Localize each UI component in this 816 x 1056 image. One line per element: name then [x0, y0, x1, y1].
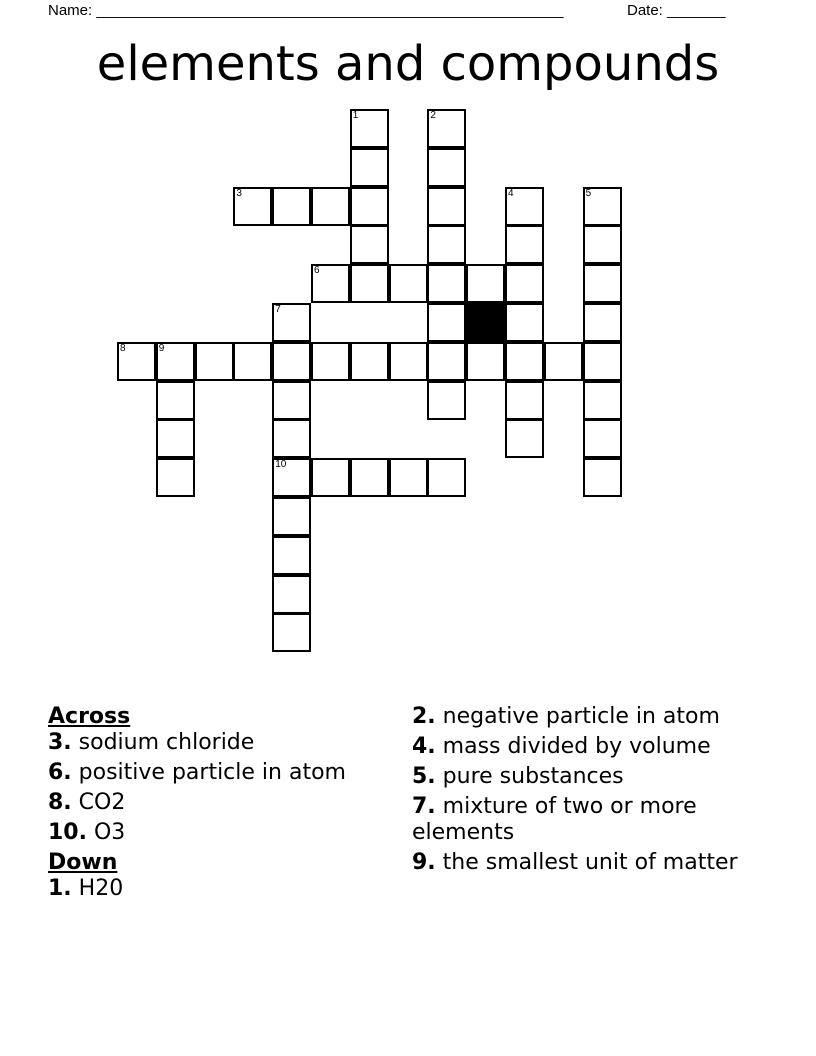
clue-item [412, 850, 752, 876]
grid-cell[interactable] [427, 458, 466, 497]
clue-item [412, 704, 752, 730]
grid-cell[interactable] [156, 419, 195, 458]
grid-cell[interactable] [272, 497, 311, 536]
clue-text: sodium chloride [78, 730, 255, 755]
clue-item [48, 760, 368, 786]
grid-cell[interactable] [583, 381, 622, 420]
clue-text: CO2 [78, 790, 126, 815]
clue-item [48, 730, 368, 756]
grid-cell[interactable] [389, 264, 428, 303]
grid-cell[interactable] [272, 419, 311, 458]
grid-cell[interactable] [427, 381, 466, 420]
grid-cell[interactable] [272, 575, 311, 614]
grid-cell[interactable] [350, 187, 389, 226]
clue-number: 3. [48, 730, 72, 755]
clue-number: 10. [48, 820, 87, 845]
grid-cell[interactable] [583, 303, 622, 342]
clue-number: 6 [314, 265, 320, 277]
clue-number: 8. [48, 790, 72, 815]
grid-cell[interactable] [427, 342, 466, 381]
grid-cell[interactable] [389, 342, 428, 381]
grid-cell[interactable] [350, 148, 389, 187]
grid-cell[interactable] [583, 225, 622, 264]
clue-number: 5. [412, 764, 436, 789]
clue-number: 7 [275, 304, 281, 315]
clue-text: pure substances [442, 764, 624, 789]
clue-item [48, 876, 368, 902]
clue-number: 10 [275, 459, 287, 471]
clue-item [48, 820, 368, 846]
clue-number: 2 [430, 110, 436, 121]
grid-cell[interactable] [583, 187, 622, 226]
grid-cell[interactable] [505, 381, 544, 420]
grid-cell[interactable] [466, 342, 505, 381]
page-title: elements and compounds [96, 36, 720, 92]
clue-number: 5 [585, 187, 592, 199]
grid-cell[interactable] [427, 225, 466, 264]
grid-cell[interactable] [272, 303, 311, 342]
grid-cell[interactable] [505, 303, 544, 342]
clues-left [48, 704, 368, 906]
grid-cell[interactable] [311, 187, 350, 226]
clue-number: 3 [236, 187, 242, 199]
grid-cell[interactable] [505, 187, 544, 226]
clue-text: positive particle in atom [78, 760, 346, 785]
clue-text: O3 [93, 820, 126, 845]
across-heading: Across [48, 704, 131, 729]
grid-cell[interactable] [272, 613, 311, 652]
grid-cell[interactable] [427, 109, 466, 148]
grid-cell[interactable] [233, 187, 272, 226]
clue-item [412, 734, 752, 760]
grid-cell[interactable] [427, 148, 466, 187]
clue-text: the smallest unit of matter [442, 850, 738, 875]
grid-cell[interactable] [350, 264, 389, 303]
grid-cell[interactable] [311, 458, 350, 497]
clue-number: 4. [412, 734, 436, 759]
grid-cell[interactable] [350, 109, 389, 148]
date-field[interactable]: Date: _______ [627, 2, 726, 19]
clue-number: 8 [120, 342, 126, 354]
clue-number: 9 [158, 342, 165, 354]
clue-text: H20 [78, 876, 124, 901]
clue-number: 9. [412, 850, 436, 875]
grid-cell[interactable] [505, 264, 544, 303]
grid-cell[interactable] [583, 419, 622, 458]
clues-right [412, 704, 752, 880]
grid-cell[interactable] [311, 342, 350, 381]
clue-number: 1 [352, 110, 359, 121]
grid-cell[interactable] [427, 187, 466, 226]
grid-cell[interactable] [466, 264, 505, 303]
grid-cell[interactable] [505, 419, 544, 458]
name-field[interactable]: Name: ________________________________________________________ [48, 2, 564, 19]
grid-cell[interactable] [311, 264, 350, 303]
clue-number: 7. [412, 794, 436, 819]
clue-number: 4 [508, 187, 514, 199]
grid-cell[interactable] [583, 264, 622, 303]
grid-cell[interactable] [156, 381, 195, 420]
grid-cell[interactable] [544, 342, 583, 381]
grid-cell[interactable] [427, 303, 466, 342]
grid-cell[interactable] [583, 342, 622, 381]
grid-cell[interactable] [272, 458, 311, 497]
grid-cell[interactable] [350, 342, 389, 381]
grid-cell[interactable] [156, 458, 195, 497]
black-cell [466, 303, 505, 342]
clue-number: 2. [412, 704, 436, 729]
grid-cell[interactable] [389, 458, 428, 497]
clue-number: 1. [48, 876, 72, 901]
clue-text: mixture of two or more elements [412, 794, 697, 845]
clue-text: negative particle in atom [442, 704, 720, 729]
grid-cell[interactable] [427, 264, 466, 303]
clue-item [412, 794, 752, 846]
grid-cell[interactable] [350, 458, 389, 497]
down-heading: Down [48, 850, 118, 875]
grid-cell[interactable] [117, 342, 156, 381]
clue-text: mass divided by volume [442, 734, 711, 759]
grid-cell[interactable] [233, 342, 272, 381]
clue-item [48, 790, 368, 816]
grid-cell[interactable] [272, 536, 311, 575]
grid-cell[interactable] [272, 381, 311, 420]
clue-number: 6. [48, 760, 72, 785]
grid-cell[interactable] [350, 225, 389, 264]
clue-item [412, 764, 752, 790]
grid-cell[interactable] [272, 342, 311, 381]
grid-cell[interactable] [195, 342, 234, 381]
grid-cell[interactable] [505, 342, 544, 381]
grid-cell[interactable] [583, 458, 622, 497]
grid-cell[interactable] [156, 342, 195, 381]
grid-cell[interactable] [272, 187, 311, 226]
grid-cell[interactable] [505, 225, 544, 264]
